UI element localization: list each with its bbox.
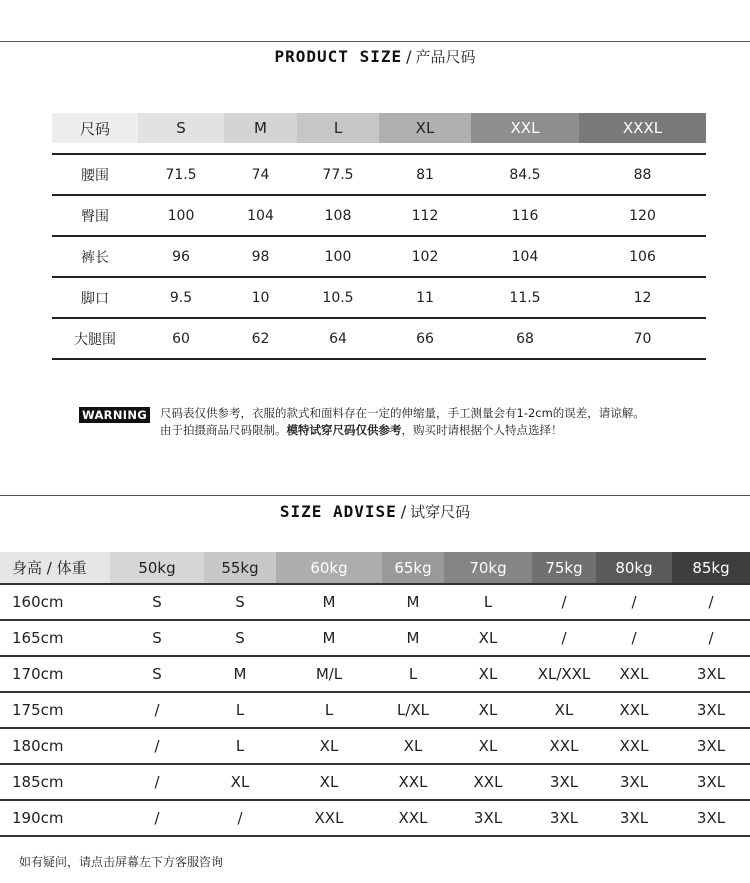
measurement-value: 64 (329, 330, 347, 347)
size-table-header (52, 113, 706, 143)
product-size-title-en: PRODUCT SIZE (274, 47, 403, 66)
recommended-size: 3XL (696, 737, 726, 755)
product-size-table (52, 113, 706, 360)
recommended-size: L (483, 593, 493, 611)
warning-line-2-prefix: 由于拍摄商品尺码限制。 (160, 423, 287, 437)
measurement-value: 112 (411, 207, 439, 224)
recommended-size: 3XL (549, 809, 579, 827)
recommended-size: XL (478, 701, 498, 719)
recommended-size: / (154, 809, 160, 827)
measurement-value: 88 (633, 166, 652, 183)
size-advise-title (0, 501, 750, 522)
advise-header-cell (444, 552, 532, 583)
warning-line-2-suffix: ，购买时请根据个人特点选择！ (401, 423, 563, 437)
measurement-value: 98 (251, 248, 270, 265)
advise-table-row (0, 801, 750, 837)
measurement-value: 100 (324, 248, 352, 265)
advise-header-label: 55kg (221, 558, 259, 577)
recommended-size: / (708, 629, 714, 647)
measurement-name: 裤长 (81, 249, 109, 266)
size-table-row (52, 235, 706, 276)
recommended-size: / (561, 629, 567, 647)
size-header-label: S (176, 119, 186, 137)
recommended-size: XXL (398, 809, 428, 827)
recommended-size: XL (478, 629, 498, 647)
advise-header-label: 70kg (469, 558, 507, 577)
warning-badge: WARNING (79, 407, 150, 423)
height-label: 180cm (12, 737, 64, 755)
warning-line-2 (160, 422, 645, 439)
header-gap (52, 143, 706, 153)
advise-header-cell (276, 552, 382, 583)
top-divider (0, 41, 750, 42)
advise-table-row (0, 729, 750, 765)
recommended-size: S (152, 665, 162, 683)
advise-header-label: 80kg (615, 558, 653, 577)
recommended-size: 3XL (619, 773, 649, 791)
recommended-size: XL (319, 773, 339, 791)
recommended-size: XL (230, 773, 250, 791)
measurement-value: 84.5 (509, 166, 541, 183)
advise-table-body (0, 585, 750, 837)
measurement-value: 11 (416, 289, 434, 306)
advise-header-label: 85kg (692, 558, 730, 577)
recommended-size: XL (478, 665, 498, 683)
recommended-size: XL (478, 737, 498, 755)
size-header-label: 尺码 (79, 119, 110, 138)
advise-header-label: 身高 / 体重 (12, 559, 87, 577)
height-label: 170cm (12, 665, 64, 683)
size-table-body (52, 153, 706, 360)
recommended-size: L (408, 665, 418, 683)
recommended-size: M (322, 629, 336, 647)
recommended-size: XXL (473, 773, 503, 791)
size-header-cell (471, 113, 579, 143)
height-label: 190cm (12, 809, 64, 827)
size-header-cell (579, 113, 706, 143)
measurement-value: 66 (416, 330, 434, 347)
recommended-size: L (235, 737, 245, 755)
height-label: 160cm (12, 593, 64, 611)
measurement-value: 68 (516, 330, 534, 347)
advise-header-cell (596, 552, 672, 583)
advise-header-cell (0, 552, 110, 583)
measurement-value: 100 (167, 207, 195, 224)
measurement-value: 104 (247, 207, 274, 224)
advise-header-cell (672, 552, 750, 583)
advise-table-row (0, 585, 750, 621)
measurement-value: 10.5 (322, 289, 354, 306)
advise-table-row (0, 657, 750, 693)
product-size-title (0, 46, 750, 67)
measurement-value: 71.5 (165, 166, 197, 183)
recommended-size: 3XL (696, 809, 726, 827)
size-header-label: XXXL (622, 119, 663, 137)
measurement-value: 106 (629, 248, 656, 265)
measurement-name: 大腿围 (74, 331, 116, 348)
recommended-size: / (154, 737, 160, 755)
advise-header-cell (382, 552, 444, 583)
recommended-size: / (631, 593, 637, 611)
size-header-cell (224, 113, 297, 143)
measurement-value: 102 (411, 248, 439, 265)
recommended-size: M (322, 593, 336, 611)
advise-header-cell (110, 552, 204, 583)
measurement-value: 104 (511, 248, 539, 265)
recommended-size: / (708, 593, 714, 611)
height-label: 165cm (12, 629, 64, 647)
title-separator: / (406, 47, 412, 66)
recommended-size: / (631, 629, 637, 647)
measurement-value: 60 (172, 330, 190, 347)
recommended-size: / (154, 773, 160, 791)
size-table-row (52, 194, 706, 235)
warning-text (160, 405, 645, 439)
measurement-value: 9.5 (169, 289, 193, 306)
measurement-value: 62 (251, 330, 270, 347)
recommended-size: / (154, 701, 160, 719)
recommended-size: 3XL (549, 773, 579, 791)
size-header-label: M (254, 119, 267, 137)
recommended-size: XXL (549, 737, 579, 755)
measurement-value: 77.5 (322, 166, 354, 183)
warning-line-1: 尺码表仅供参考，衣服的款式和面料存在一定的伸缩量，手工测量会有1-2cm的误差，请谅解。 (160, 406, 645, 420)
size-advise-title-cn: 试穿尺码 (410, 503, 471, 521)
measurement-value: 74 (251, 166, 270, 183)
recommended-size: S (235, 629, 245, 647)
recommended-size: 3XL (473, 809, 503, 827)
recommended-size: M/L (315, 665, 343, 683)
recommended-size: M (406, 593, 420, 611)
measurement-name: 腰围 (81, 167, 109, 184)
recommended-size: S (152, 629, 162, 647)
measurement-value: 96 (172, 248, 190, 265)
advise-table-header (0, 552, 750, 585)
recommended-size: XXL (619, 701, 649, 719)
measurement-name: 脚口 (81, 290, 109, 307)
recommended-size: / (237, 809, 243, 827)
recommended-size: S (235, 593, 245, 611)
size-header-cell (379, 113, 471, 143)
advise-table-row (0, 693, 750, 729)
size-header-cell (138, 113, 224, 143)
size-advise-title-en: SIZE ADVISE (279, 502, 397, 521)
advise-header-label: 50kg (138, 558, 176, 577)
size-advise-table (0, 552, 750, 837)
recommended-size: 3XL (696, 701, 726, 719)
recommended-size: L (324, 701, 334, 719)
measurement-value: 81 (416, 166, 434, 183)
measurement-value: 70 (633, 330, 652, 347)
height-label: 175cm (12, 701, 64, 719)
recommended-size: L (235, 701, 245, 719)
size-table-row (52, 317, 706, 360)
recommended-size: 3XL (696, 773, 726, 791)
advise-header-cell (204, 552, 276, 583)
measurement-value: 120 (629, 207, 656, 224)
advise-header-label: 75kg (545, 558, 583, 577)
size-table-row (52, 276, 706, 317)
recommended-size: XXL (398, 773, 428, 791)
recommended-size: XXL (619, 737, 649, 755)
size-header-cell (297, 113, 379, 143)
recommended-size: XL (403, 737, 423, 755)
recommended-size: / (561, 593, 567, 611)
measurement-value: 11.5 (509, 289, 541, 306)
measurement-value: 116 (511, 207, 539, 224)
size-header-label: XL (415, 119, 435, 137)
measurement-value: 10 (251, 289, 270, 306)
recommended-size: XXL (314, 809, 344, 827)
advise-header-label: 60kg (310, 558, 348, 577)
recommended-size: 3XL (696, 665, 726, 683)
advise-header-cell (532, 552, 596, 583)
footer-note: 如有疑问，请点击屏幕左下方客服咨询 (19, 855, 224, 869)
size-header-cell (52, 113, 138, 143)
measurement-value: 12 (633, 289, 652, 306)
recommended-size: XL/XXL (537, 665, 591, 683)
recommended-size: XXL (619, 665, 649, 683)
title-separator: / (400, 502, 407, 521)
recommended-size: XL (554, 701, 574, 719)
height-label: 185cm (12, 773, 64, 791)
advise-table-row (0, 621, 750, 657)
advise-table-row (0, 765, 750, 801)
recommended-size: 3XL (619, 809, 649, 827)
measurement-name: 臀围 (81, 208, 109, 225)
product-size-title-cn: 产品尺码 (415, 48, 476, 66)
warning-line-2-bold: 模特试穿尺码仅供参考 (286, 423, 402, 437)
recommended-size: XL (319, 737, 339, 755)
size-header-label: XXL (510, 119, 540, 137)
recommended-size: L/XL (396, 701, 430, 719)
size-table-row (52, 153, 706, 194)
middle-divider (0, 495, 750, 496)
measurement-value: 108 (324, 207, 352, 224)
advise-header-label: 65kg (394, 558, 432, 577)
recommended-size: S (152, 593, 162, 611)
size-header-label: L (333, 119, 343, 137)
recommended-size: M (406, 629, 420, 647)
recommended-size: M (233, 665, 247, 683)
